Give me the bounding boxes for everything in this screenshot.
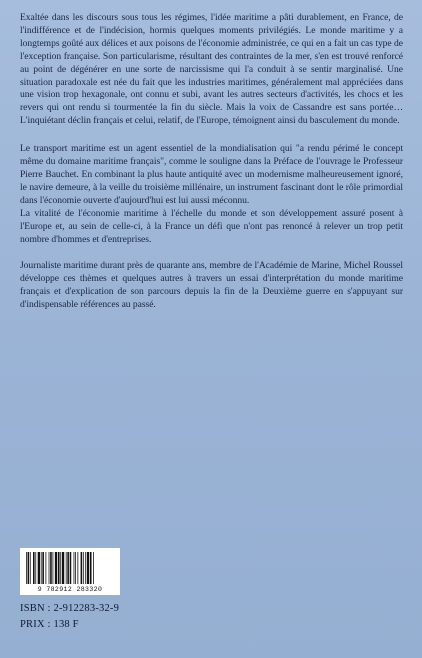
barcode-bar bbox=[87, 552, 89, 584]
barcode-bar bbox=[30, 552, 31, 584]
barcode-bar bbox=[35, 552, 36, 584]
paragraph-intro: Exaltée dans les discours sous tous les régimes, l'idée maritime a pâti durablement, en France, de l'indifférence et de l'indécision, hormis quelques moments privilégiés. Le monde maritime y a longtemps goûté aux délices et aux poisons de l'économie administrée, ce qui en a fait un cas type de l'exception française. Son particularisme, résultant des contraintes de la mer, s'en est trouvé renforcé au point de dégénérer en une sorte de narcissisme qui l'a conduit à se sentir marginalisé. Une situation paradoxale est née du fait que les industries maritimes, généralement mal appréciées dans une vision trop hexagonale, ont connu et subi, avant les autres secteurs d'activités, les chocs et les revers qui ont rendu si tourmentée la fin du siècle. Mais la voix de Cassandre est sans portée… L'inquiétant déclin français et celui, relatif, de l'Europe, témoignent ainsi du basculement du monde. bbox=[20, 12, 403, 127]
paragraph-transport: Le transport maritime est un agent essentiel de la mondialisation qui "a rendu périmé le concept même du domaine maritime français", comme le souligne dans la Préface de l'ouvrage le Professeur Pierre Bauchet. En combinant la plus haute antiquité avec un modernisme malheureusement ignoré, le navire demeure, à la veille du troisième millénaire, un instrument fascinant dont le rôle primordial dans l'économie ouverte d'aujourd'hui est lui aussi méconnu. bbox=[20, 143, 403, 206]
barcode-bar bbox=[50, 552, 52, 584]
barcode-bar bbox=[38, 552, 40, 584]
barcode bbox=[20, 548, 120, 595]
barcode-bar bbox=[58, 552, 60, 584]
barcode-bar bbox=[55, 552, 57, 584]
barcode-bar bbox=[60, 552, 61, 584]
barcode-bar bbox=[93, 552, 94, 584]
blurb-text bbox=[20, 12, 403, 312]
barcode-bar bbox=[90, 552, 92, 584]
barcode-bar bbox=[81, 552, 83, 584]
barcode-bar bbox=[41, 552, 42, 584]
paragraph-vitality: La vitalité de l'économie maritime à l'échelle du monde et son développement assuré posent à l'Europe et, au sein de celle-ci, à la France un défi que n'ont pas renoncé à relever un trop petit nombre d'hommes et d'entreprises. bbox=[20, 207, 403, 245]
barcode-bar bbox=[85, 552, 86, 584]
barcode-bar bbox=[70, 552, 72, 584]
barcode-bar bbox=[33, 552, 35, 584]
barcode-digits: 9 782912 283320 bbox=[37, 586, 103, 593]
price-label: PRIX : 138 F bbox=[20, 619, 79, 630]
barcode-bar bbox=[83, 552, 84, 584]
barcode-bar bbox=[77, 552, 78, 584]
barcode-bar bbox=[74, 552, 75, 584]
paragraph-author: Journaliste maritime durant près de quarante ans, membre de l'Académie de Marine, Michel Roussel développe ces thèmes et quelques autres à travers un essai d'interprétation du monde maritime français et d'explication de son parcours depuis la fin de la Deuxième guerre en s'appuyant sur d'indispensable références au passé. bbox=[20, 260, 403, 311]
barcode-bar bbox=[66, 552, 67, 584]
barcode-bar bbox=[49, 552, 50, 584]
barcode-bar bbox=[46, 552, 47, 584]
barcode-bar bbox=[28, 552, 30, 584]
barcode-bar bbox=[42, 552, 44, 584]
barcode-bar bbox=[75, 552, 76, 584]
barcode-bar bbox=[26, 552, 27, 584]
barcode-bars bbox=[26, 552, 114, 584]
isbn-number: ISBN : 2-912283-32-9 bbox=[20, 603, 120, 614]
barcode-bar bbox=[62, 552, 64, 584]
barcode-bar bbox=[53, 552, 54, 584]
barcode-bar bbox=[67, 552, 69, 584]
